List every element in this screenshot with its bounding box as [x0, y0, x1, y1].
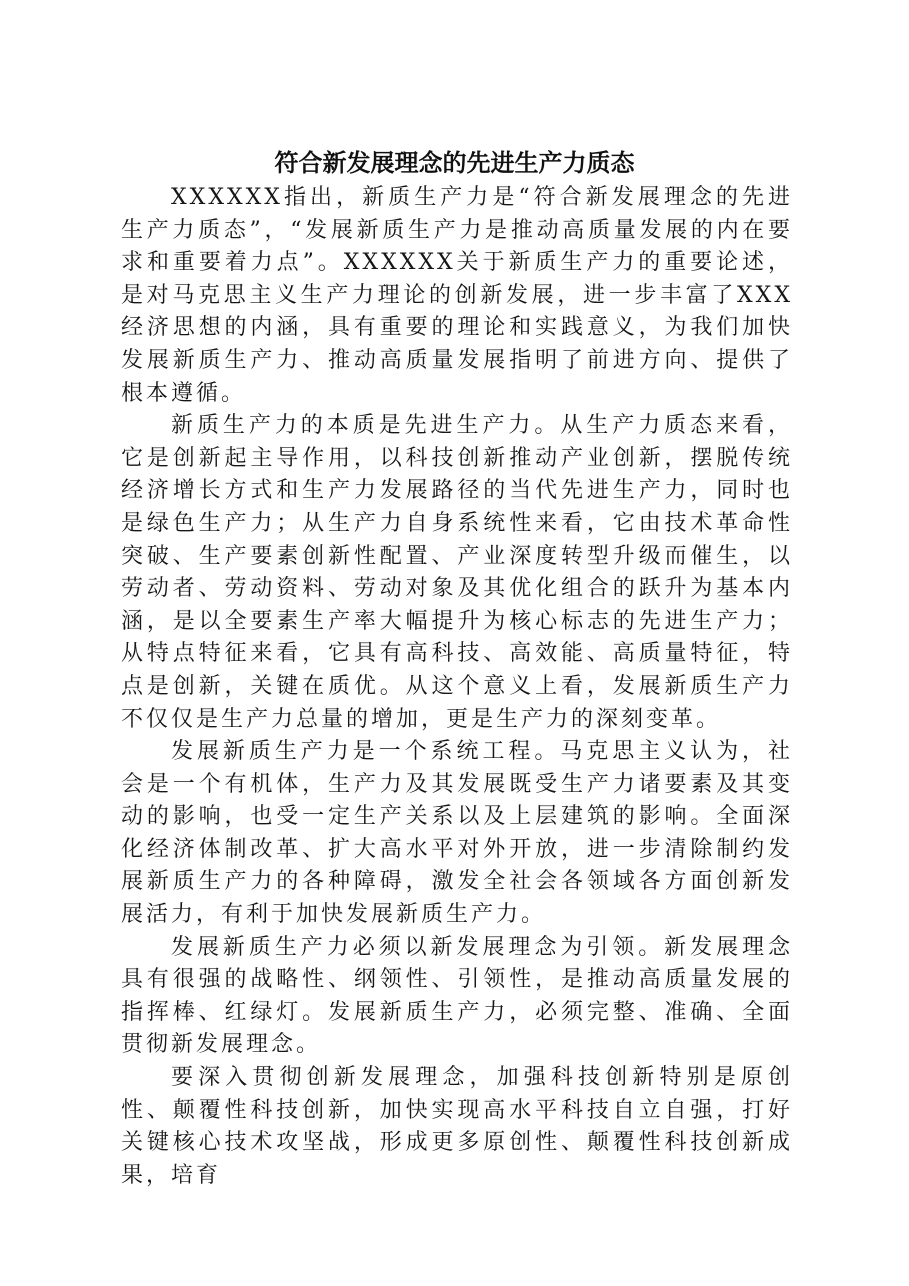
paragraph: 发展新质生产力必须以新发展理念为引领。新发展理念具有很强的战略性、纲领性、引领性，是推动高质量发展的指挥棒、红绿灯。发展新质生产力，必须完整、准确、全面贯彻新发展理念。: [121, 934, 793, 1058]
paragraph: 要深入贯彻创新发展理念，加强科技创新特别是原创性、颠覆性科技创新，加快实现高水平科技自立自强，打好关键核心技术攻坚战，形成更多原创性、颠覆性科技创新成果，培育: [121, 1065, 793, 1188]
document-body: [121, 182, 793, 1192]
paragraph: 发展新质生产力是一个系统工程。马克思主义认为，社会是一个有机体，生产力及其发展既受生产力诸要素及其变动的影响，也受一定生产关系以及上层建筑的影响。全面深化经济体制改革、扩大高水平对外开放，进一步清除制约发展新质生产力的各种障碍，激发全社会各领域各方面创新发展活力，有利于加快发展新质生产力。: [121, 739, 793, 928]
document-title: 符合新发展理念的先进生产力质态: [274, 148, 635, 177]
paragraph: XXXXXX指出，新质生产力是“符合新发展理念的先进生产力质态”，“发展新质生产力是推动高质量发展的内在要求和重要着力点”。XXXXXX关于新质生产力的重要论述，是对马克思主义生产力理论的创新发展，进一步丰富了XXX经济思想的内涵，具有重要的理论和实践意义，为我们加快发展新质生产力、推动高质量发展指明了前进方向、提供了根本遵循。: [121, 185, 793, 406]
paragraph: 新质生产力的本质是先进生产力。从生产力质态来看，它是创新起主导作用，以科技创新推动产业创新，摆脱传统经济增长方式和生产力发展路径的当代先进生产力，同时也是绿色生产力；从生产力自身系统性来看，它由技术革命性突破、生产要素创新性配置、产业深度转型升级而催生，以劳动者、劳动资料、劳动对象及其优化组合的跃升为基本内涵，是以全要素生产率大幅提升为核心标志的先进生产力；从特点特征来看，它具有高科技、高效能、高质量特征，特点是创新，关键在质优。从这个意义上看，发展新质生产力不仅仅是生产力总量的增加，更是生产力的深刻变革。: [121, 413, 793, 732]
